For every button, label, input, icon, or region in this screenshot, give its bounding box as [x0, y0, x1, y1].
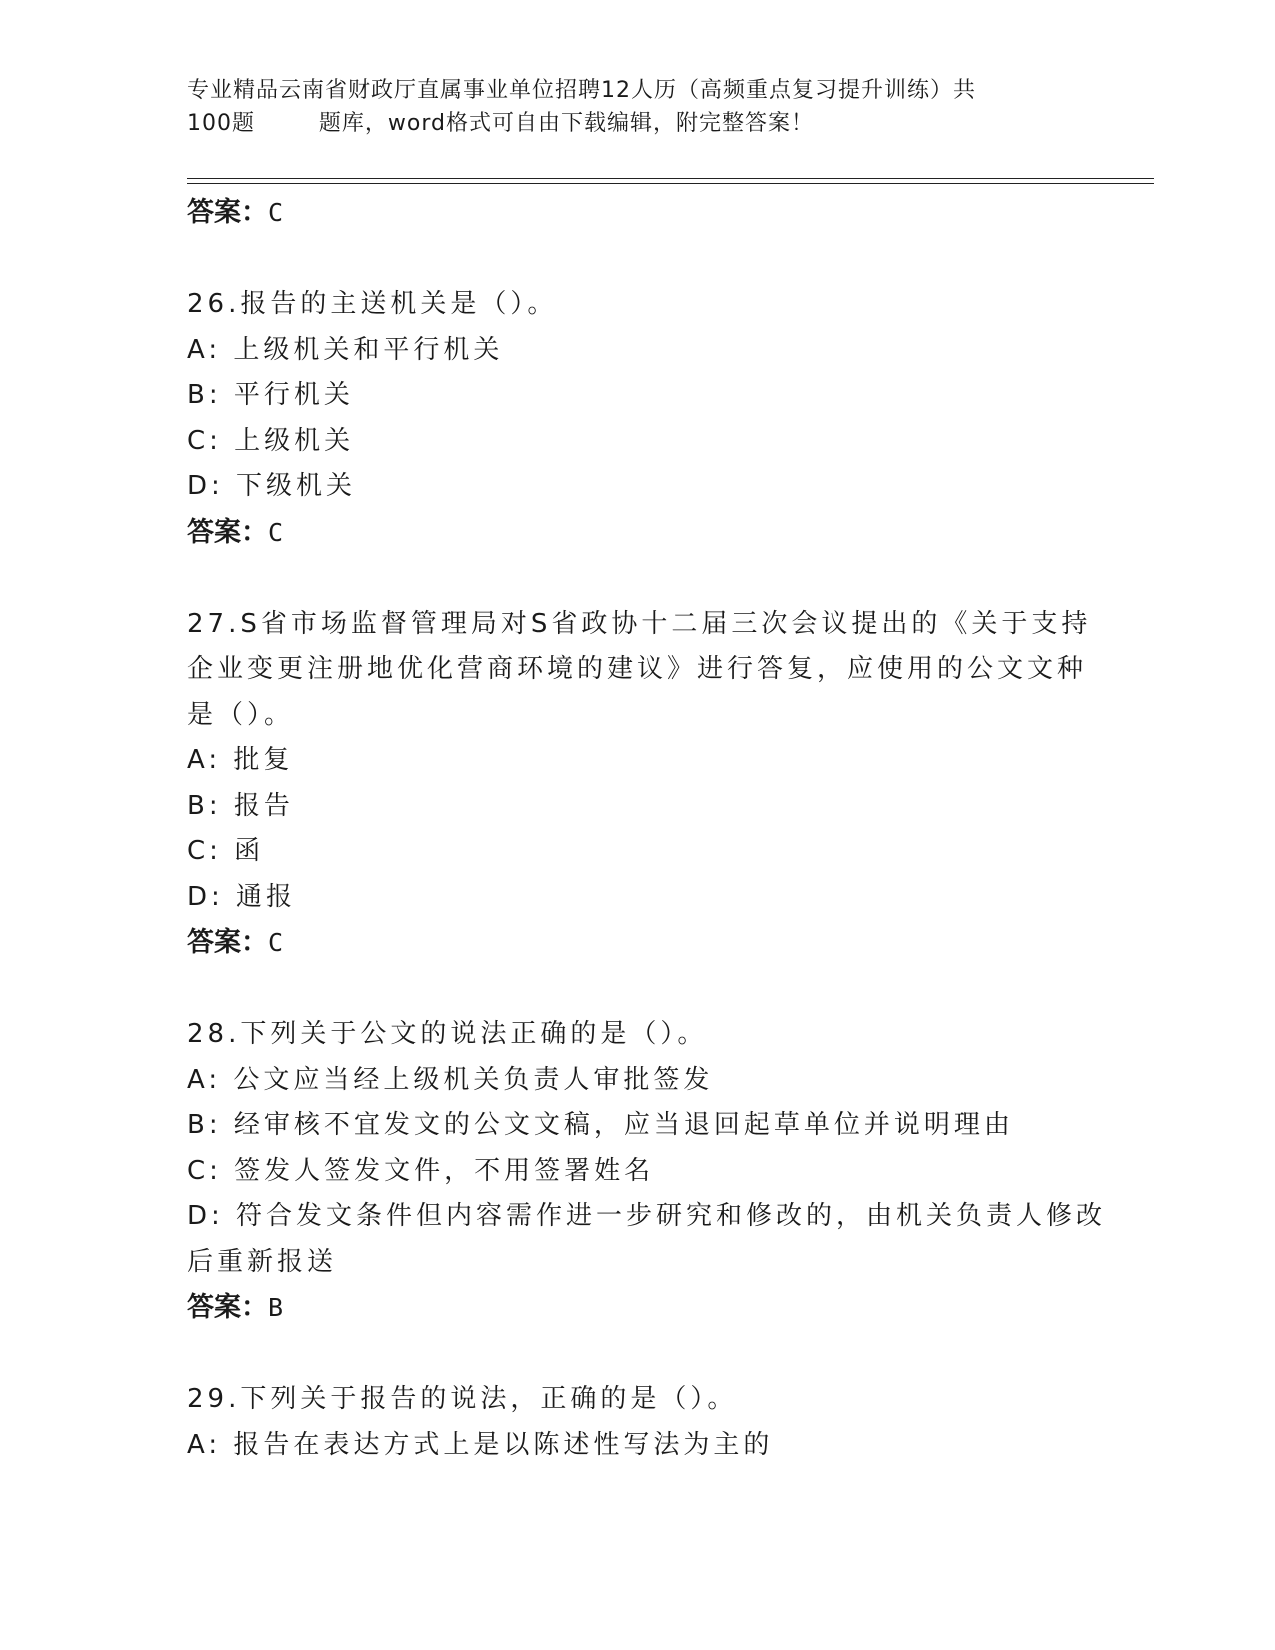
- answer-line: [187, 1285, 1087, 1331]
- question-block: [187, 1012, 1107, 1331]
- question-stem: 29.下列关于报告的说法，正确的是（）。: [187, 1384, 738, 1414]
- question-stem: 28.下列关于公文的说法正确的是（）。: [187, 1019, 708, 1049]
- option-d: D: 通报: [187, 881, 297, 912]
- option-d-continued: 后重新报送: [187, 1246, 338, 1277]
- question-stem-continued: 企业变更注册地优化营商环境的建议》进行答复，应使用的公文文种: [187, 654, 1088, 684]
- option-a: A: 公文应当经上级机关负责人审批签发: [187, 1064, 714, 1095]
- answer-value: C: [268, 517, 284, 547]
- option-a: A: 批复: [187, 745, 294, 775]
- option-c: C: 上级机关: [187, 425, 355, 456]
- answer-value: C: [268, 198, 284, 227]
- answer-line: [187, 510, 1087, 556]
- header-line-1: 专业精品云南省财政厅直属事业单位招聘12人历（高频重点复习提升训练）共: [187, 78, 976, 103]
- question-stem: 27.S省市场监督管理局对S省政协十二届三次会议提出的《关于支持: [187, 608, 1092, 639]
- answer-value: B: [268, 1293, 284, 1322]
- question-list: [187, 190, 1107, 1468]
- header-line-2: 100题 题库，word格式可自由下载编辑，附完整答案！: [187, 111, 815, 136]
- answer-label: 答案：: [187, 927, 268, 958]
- option-a: A: 报告在表达方式上是以陈述性写法为主的: [187, 1429, 774, 1460]
- option-d: D: 符合发文条件但内容需作进一步研究和修改的，由机关负责人修改: [187, 1201, 1107, 1231]
- question-stem: 26.报告的主送机关是（）。: [187, 289, 558, 319]
- question-block: [187, 282, 1087, 556]
- option-b: B: 经审核不宜发文的公文文稿，应当退回起草单位并说明理由: [187, 1110, 1014, 1140]
- question-block: [187, 602, 1092, 967]
- answer-line: [187, 190, 1087, 236]
- option-b: B: 平行机关: [187, 380, 354, 410]
- question-block: [187, 1377, 1087, 1468]
- header-rule-bottom: [187, 183, 1154, 184]
- option-c: C: 函: [187, 836, 265, 866]
- answer-line: [187, 920, 1087, 966]
- answer-label: 答案：: [187, 1292, 268, 1323]
- option-c: C: 签发人签发文件，不用签署姓名: [187, 1155, 655, 1186]
- option-a: A: 上级机关和平行机关: [187, 334, 504, 365]
- option-b: B: 报告: [187, 790, 294, 821]
- answer-label: 答案：: [187, 516, 268, 548]
- option-d: D: 下级机关: [187, 471, 357, 501]
- question-stem-continued: 是（）。: [187, 699, 295, 730]
- answer-value: C: [268, 928, 284, 957]
- header-rule-top: [187, 178, 1154, 179]
- document-header: [187, 74, 1087, 140]
- answer-label: 答案：: [187, 197, 268, 228]
